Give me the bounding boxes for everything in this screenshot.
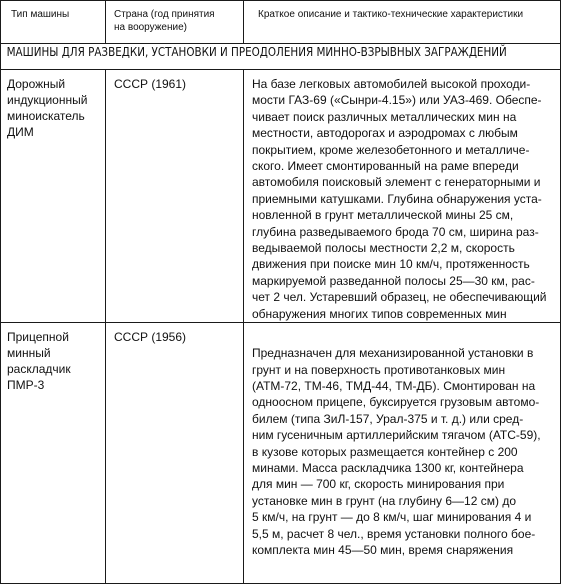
vehicle-name-line: раскладчик [7, 362, 71, 377]
description-line: автомобиля поисковый элемент с генераторными и [252, 175, 541, 190]
header-description [244, 1, 561, 44]
description-line: глубина разведываемого брода 70 см, ширина раз- [252, 224, 539, 239]
vehicle-name-line: Дорожный [7, 77, 66, 91]
header-country-year-label [106, 1, 243, 34]
vehicle-name-line: миноискатель [7, 109, 85, 123]
header-vehicle-type [1, 1, 106, 44]
description-line: движения при поиске мин 10 км/ч, протяженность [252, 257, 530, 272]
section-title-cell [1, 44, 561, 70]
vehicle-name-line: минный [7, 346, 51, 361]
description-line: новленной в грунт металлической мины 25 см, [252, 208, 514, 223]
description-line: грунт и на поверхность противотанковых мин [252, 362, 506, 377]
description-cell [244, 70, 561, 323]
country-cell [106, 70, 244, 323]
description-line: комплекта мин 45—50 мин, время снаряжения [252, 542, 514, 557]
header-country-line-2: на вооружение) [114, 22, 187, 33]
description-line: обнаружения многих типов современных мин [252, 306, 507, 321]
header-country-line-1: Страна (год принятия [114, 9, 215, 20]
description-line: одноосном прицепе, буксируется грузовым автомо- [252, 395, 540, 410]
description-line: билем (типа ЗиЛ-157, Урал-375 и т. д.) или сред- [252, 411, 524, 426]
description-line: чет 2 чел. Устаревший образец, не обеспечивающий [252, 290, 547, 305]
vehicle-name-line: индукционный [7, 93, 88, 107]
description-line: 5 км/ч, на грунт — до 8 км/ч, шаг минирования 4 и [252, 510, 532, 525]
description-line: ского. Имеет смонтированный на раме впереди [252, 159, 519, 174]
description-text [244, 323, 560, 558]
vehicle-name-line: Прицепной [7, 330, 69, 345]
table-row [1, 323, 561, 584]
description-text [244, 70, 560, 322]
header-description-label: Краткое описание и тактико-технические характеристики [258, 9, 524, 20]
table-header-row [1, 1, 561, 44]
country-year: СССР (1961) [114, 77, 187, 91]
country-cell [106, 323, 244, 584]
description-line: (АТМ-72, ТМ-46, ТМД-44, ТМ-ДБ). Смонтирован на [252, 378, 536, 393]
header-vehicle-type-label: Тип машины [11, 9, 70, 20]
vehicle-name-line: ДИМ [7, 125, 34, 139]
description-line: местности, автодорогах и аэродромах с любым [252, 126, 518, 141]
description-line: минами. Масса раскладчика 1300 кг, контейнера [252, 460, 524, 475]
description-line: На базе легковых автомобилей высокой проходи- [252, 77, 531, 91]
description-line: Предназначен для механизированной установки в [252, 346, 534, 361]
description-line: установке мин в грунт (на глубину 6—12 см) до [252, 493, 516, 508]
description-line: приемными катушками. Глубина обнаружения уста- [252, 191, 542, 206]
section-title: МАШИНЫ ДЛЯ РАЗВЕДКИ, УСТАНОВКИ И ПРЕОДОЛЕНИЯ МИННО-ВЗРЫВНЫХ ЗАГРАЖДЕНИЙ [6, 44, 507, 59]
section-row [1, 44, 561, 70]
description-cell [244, 323, 561, 584]
vehicle-name-line: ПМР-3 [7, 378, 45, 393]
description-line: чивает поиск различных металлических мин на [252, 109, 517, 124]
table-row [1, 70, 561, 323]
vehicle-name [1, 323, 105, 393]
description-line: ведываемой полосы местности 2,2 м, скорость [252, 241, 515, 256]
country-year: СССР (1956) [114, 330, 187, 345]
description-line: маркируемой разведанной полосы 25—30 км, рас- [252, 273, 535, 288]
vehicle-name-cell [1, 323, 106, 584]
description-line: ним гусеничным артиллерийским тягачом (АТС-59), [252, 428, 541, 443]
description-line: 5,5 м, расчет 8 чел., время установки полного бое- [252, 526, 536, 541]
description-line: покрытием, кроме железобетонного и металличе- [252, 142, 530, 157]
description-line: в кузове которых размещается контейнер с 200 [252, 444, 518, 459]
header-country-year [106, 1, 244, 44]
vehicle-name-cell [1, 70, 106, 323]
vehicle-name [1, 70, 105, 140]
description-line: для мин — 700 кг, скорость минирования при [252, 477, 505, 492]
description-line: мости ГАЗ-69 («Сынри-4.15») или УАЗ-469. Обеспе- [252, 93, 542, 108]
